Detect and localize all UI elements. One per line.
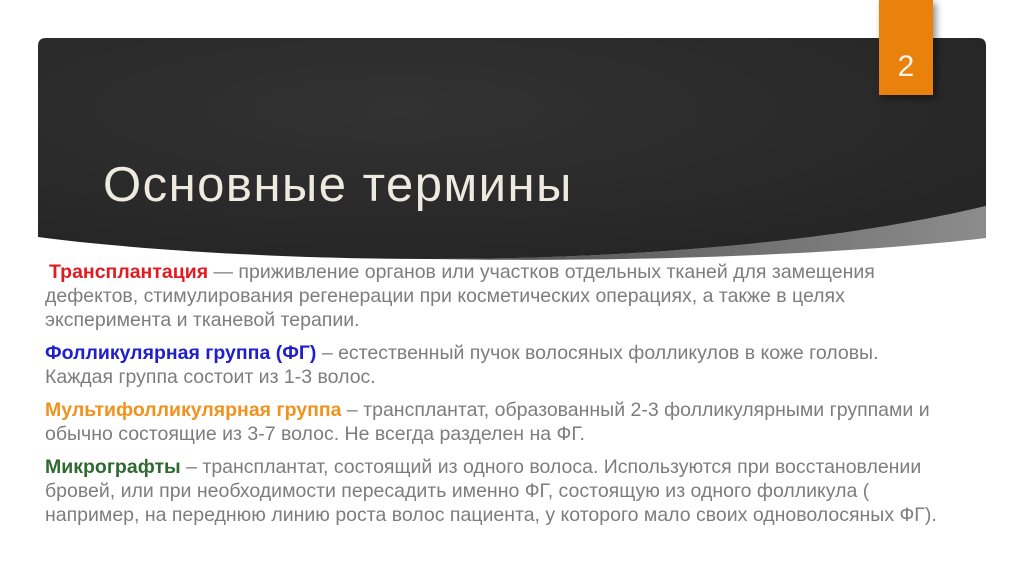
- term-paragraph-micrografts: [45, 455, 942, 527]
- slide-number-tab: [879, 0, 933, 95]
- term-name: Трансплантация: [49, 261, 209, 283]
- term-definition: — приживление органов или участков отдельных тканей для замещения дефектов, стимулирования регенерации при косметических операциях, а также в целях эксперимента и тканевой терапии.: [45, 261, 875, 331]
- term-paragraph-multifollicular-group: [45, 398, 942, 446]
- term-paragraph-transplantation: [45, 260, 942, 332]
- term-name: Микрографты: [45, 456, 181, 478]
- term-name: Фолликулярная группа (ФГ): [45, 342, 317, 364]
- definitions-list: [45, 260, 942, 536]
- term-definition: – трансплантат, образованный 2-3 фолликулярными группами и обычно состоящие из 3-7 волос. Не всегда разделен на ФГ.: [45, 399, 930, 445]
- header-dark-shape: [38, 38, 986, 259]
- slide-number: 2: [897, 50, 915, 83]
- term-name: Мультифолликулярная группа: [45, 399, 342, 421]
- term-definition: – трансплантат, состоящий из одного волоса. Используются при восстановлении бровей, или при необходимости пересадить именно ФГ, состоящую из одного фолликула ( например, на переднюю линию роста волос пациента, у которого мало своих одноволосяных ФГ).: [45, 456, 937, 526]
- header-curved-banner: [0, 0, 1024, 280]
- term-definition: – естественный пучок волосяных фолликулов в коже головы. Каждая группа состоит из 1-3 волос.: [45, 342, 879, 388]
- term-paragraph-follicular-group: [45, 341, 942, 389]
- slide-title: Основные термины: [103, 157, 573, 212]
